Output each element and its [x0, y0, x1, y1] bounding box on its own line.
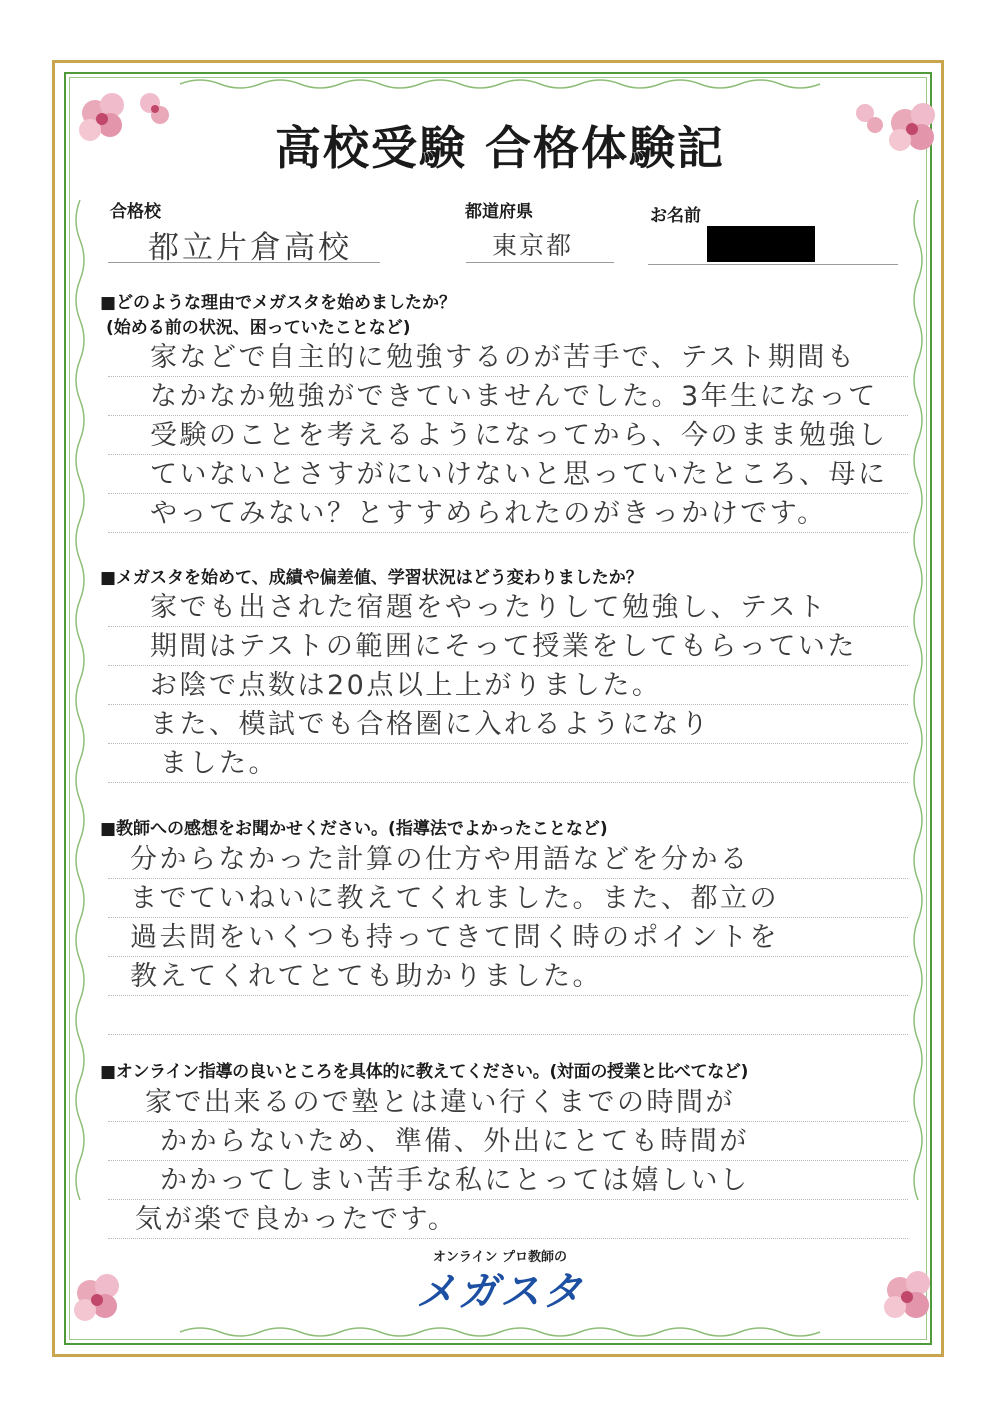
name-redaction [707, 226, 815, 262]
ruled-line [108, 376, 908, 377]
answer-line: かからないため、準備、外出にとても時間が [160, 1126, 749, 1157]
school-value: 都立片倉高校 [148, 230, 352, 266]
ruled-line [108, 532, 908, 533]
answer-line: かかってしまい苦手な私にとっては嬉しいし [160, 1165, 750, 1196]
school-label: 合格校 [110, 202, 161, 222]
question-1-subheading: (始める前の状況、困っていたことなど) [106, 318, 411, 338]
prefecture-underline [466, 262, 614, 263]
answer-line: 受験のことを考えるようになってから、今のまま勉強し [150, 420, 888, 451]
question-3-heading: ■教師への感想をお聞かせください。(指導法でよかったことなど) [100, 819, 608, 839]
answer-line: 家などで自主的に勉強するのが苦手で、テスト期間も [150, 342, 857, 373]
answer-line: また、模試でも合格圏に入れるようになり [150, 709, 711, 740]
prefecture-value: 東京都 [492, 231, 574, 260]
ruled-line [108, 493, 908, 494]
ruled-line [108, 454, 908, 455]
ruled-line [108, 1160, 908, 1161]
answer-line: 過去問をいくつも持ってきて問く時のポイントを [130, 922, 779, 953]
answer-1 [120, 338, 910, 533]
answer-line: 気が楽で良かったです。 [135, 1204, 458, 1235]
answer-line: ました。 [160, 748, 278, 779]
answer-line: 分からなかった計算の仕方や用語などを分かる [130, 844, 750, 875]
logo-subtitle: オンライン プロ教師の [432, 1250, 568, 1265]
answer-line: 教えてくれてとても助かりました。 [130, 961, 602, 992]
name-label: お名前 [650, 206, 701, 226]
answer-line: やってみない？とすすめられたのがきっかけです。 [150, 498, 827, 529]
prefecture-label: 都道府県 [465, 202, 533, 222]
question-4-heading: ■オンライン指導の良いところを具体的に教えてください。(対面の授業と比べてなど) [100, 1062, 749, 1082]
answer-3 [120, 840, 910, 996]
ruled-line [108, 704, 908, 705]
ruled-line [108, 1034, 908, 1035]
answer-2 [120, 588, 910, 783]
ruled-line [108, 878, 908, 879]
ruled-line [108, 1238, 908, 1239]
ruled-line [108, 415, 908, 416]
ruled-line [108, 626, 908, 627]
question-1-heading: ■どのような理由でメガスタを始めましたか？ [100, 293, 457, 313]
answer-line: までていねいに教えてくれました。また、都立の [130, 883, 779, 914]
school-underline [108, 262, 380, 263]
answer-line: 期間はテストの範囲にそって授業をしてもらっていた [150, 631, 857, 662]
ruled-line [108, 917, 908, 918]
name-underline [648, 264, 898, 265]
page-title: 高校受験 合格体験記 [274, 121, 725, 175]
ruled-line [108, 782, 908, 783]
answer-line: 家で出来るので塾とは違い行くまでの時間が [145, 1087, 735, 1118]
ruled-line [108, 1121, 908, 1122]
answer-line: 家でも出された宿題をやったりして勉強し、テスト [150, 592, 828, 623]
ruled-line [108, 995, 908, 996]
ruled-line [108, 1199, 908, 1200]
answer-4 [120, 1083, 910, 1239]
answer-line: ていないとさすがにいけないと思っていたところ、母に [150, 459, 888, 490]
ruled-line [108, 743, 908, 744]
ruled-line [108, 665, 908, 666]
answer-line: お陰で点数は20点以上上がりました。 [150, 670, 662, 701]
answer-line: なかなか勉強ができていませんでした。3年生になって [150, 381, 878, 412]
question-2-heading: ■メガスタを始めて、成績や偏差値、学習状況はどう変わりましたか？ [100, 568, 643, 588]
megasta-logo: メガスタ [416, 1269, 584, 1315]
ruled-line [108, 956, 908, 957]
